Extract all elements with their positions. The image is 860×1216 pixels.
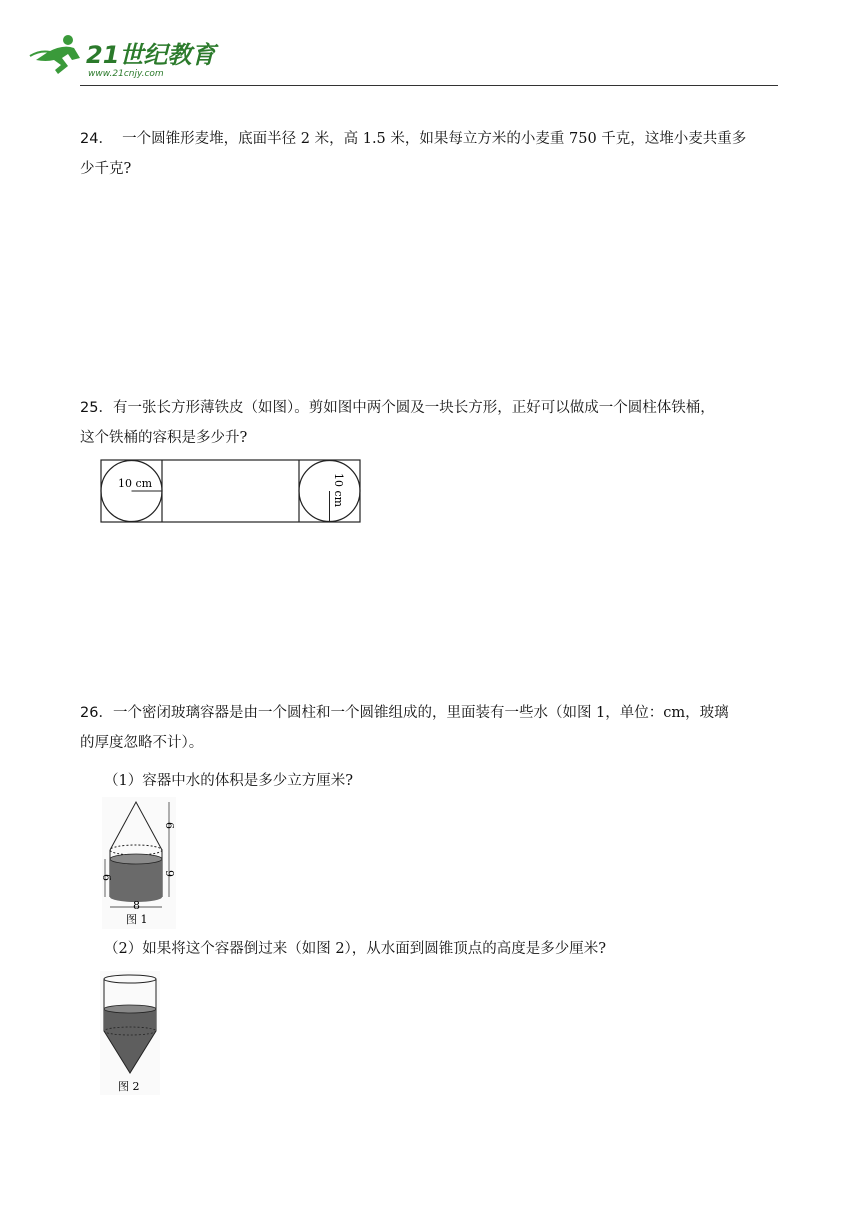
question-text-line1: 一个密闭玻璃容器是由一个圆柱和一个圆锥组成的，里面装有一些水（如图 1，单位：cm，玻璃: [112, 705, 729, 721]
right-radius-label: 10 cm: [332, 473, 345, 508]
figure-1-caption: 图 1: [126, 913, 148, 926]
question-25: [80, 393, 780, 453]
question-26: [80, 698, 780, 758]
figure-2-caption: 图 2: [118, 1080, 140, 1093]
question-text-line1: 有一张长方形薄铁皮（如图）。剪如图中两个圆及一块长方形，正好可以做成一个圆柱体铁桶，: [112, 400, 715, 416]
runner-icon: [30, 35, 80, 74]
question-text-line2: 这个铁桶的容积是多少升?: [80, 430, 248, 446]
question-24: [80, 124, 780, 184]
question-text-line1: 一个圆锥形麦堆，底面半径 2 米，高 1.5 米，如果每立方米的小麦重 750 千克，这堆小麦共重多: [122, 131, 747, 147]
logo-url: www.21cnjy.com: [88, 69, 164, 79]
water-fill: [110, 859, 162, 902]
left-radius-label: 10 cm: [118, 477, 153, 490]
logo: [28, 30, 228, 80]
header-divider: [80, 85, 778, 86]
page-header: [28, 30, 788, 90]
sheet-figure: [100, 459, 362, 525]
question-number: 25．: [80, 400, 113, 416]
width-label: 8: [133, 899, 140, 912]
logo-text: 21世纪教育: [86, 41, 216, 69]
sub-question-2: （2）如果将这个容器倒过来（如图 2），从水面到圆锥顶点的高度是多少厘米?: [104, 941, 607, 957]
figure-2: [100, 971, 160, 1095]
question-text-line2: 少千克?: [80, 161, 132, 177]
cone-height-label: 6: [163, 822, 176, 829]
question-number: 26．: [80, 705, 113, 721]
cylinder-height-label: 9: [163, 870, 176, 877]
figure-1: [102, 797, 176, 929]
question-text-line2: 的厚度忽略不计）。: [80, 735, 204, 751]
sub-question-1: （1）容器中水的体积是多少立方厘米?: [104, 773, 353, 789]
question-number: 24．: [80, 131, 113, 147]
water-height-label: 6: [100, 874, 113, 881]
